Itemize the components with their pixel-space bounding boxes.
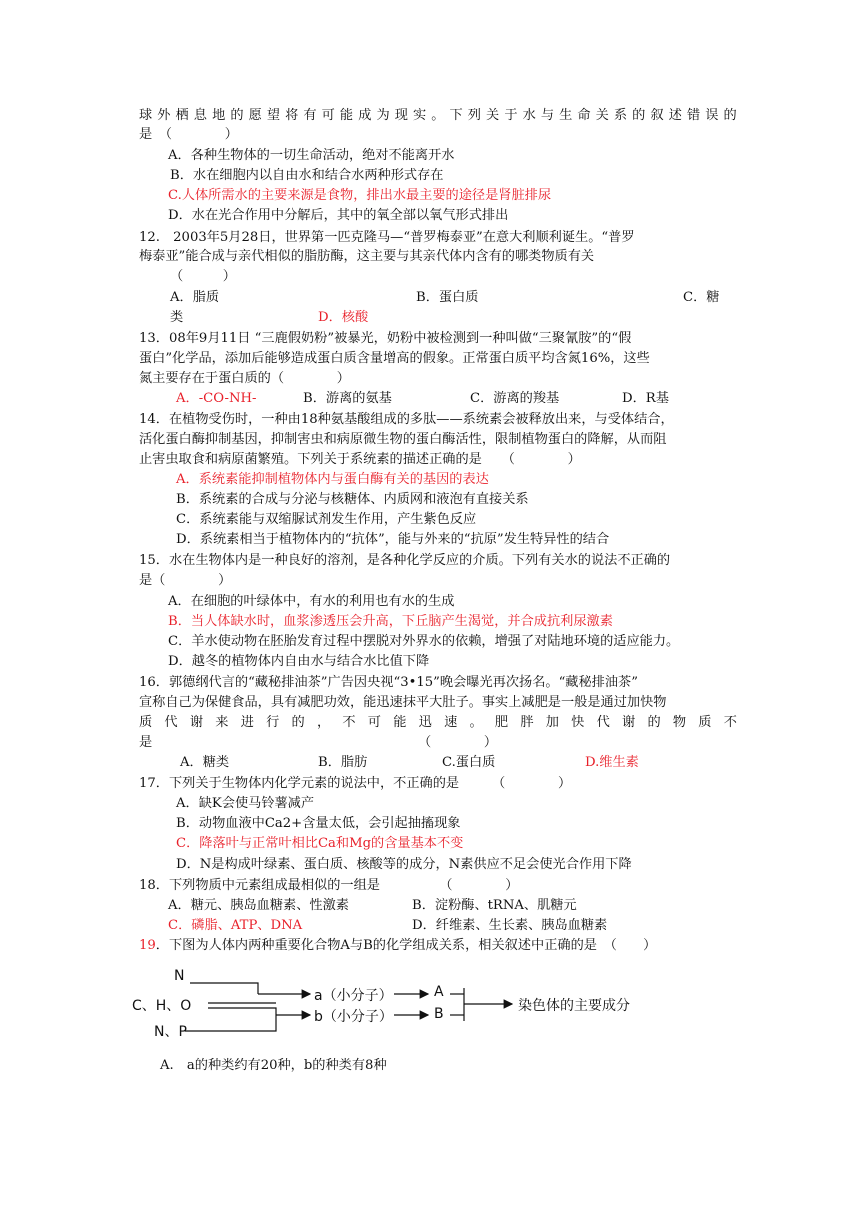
q17-option-d: D．N是构成叶绿素、蛋白质、核酸等的成分，N素供应不足会使光合作用下降 (176, 857, 632, 872)
q13-stem-line1: 13．08年9月11日 “三鹿假奶粉”被暴光，奶粉中被检测到一种叫做“三聚氰胺”的“假 (139, 331, 632, 346)
q13-option-b: B．游离的氨基 (303, 391, 392, 406)
q15-option-a: A．在细胞的叶绿体中，有水的利用也有水的生成 (168, 594, 455, 609)
q19-stem: 19．下图为人体内两种重要化合物A与B的化学组成关系，相关叙述中正确的是 （ ） (139, 938, 657, 953)
q18-stem: 18．下列物质中元素组成最相似的一组是 （ ） (139, 878, 519, 893)
q16-stem-line4: 是 (139, 735, 153, 750)
q13-option-d: D．R基 (622, 391, 669, 406)
q12-option-c: C．糖 (683, 290, 720, 305)
q11-option-d: D．水在光合作用中分解后，其中的氧全部以氧气形式排出 (168, 208, 509, 223)
element-np-label: N、P (154, 1024, 187, 1040)
q16-stem-line3: 质 代 谢 来 进 行 的 ， 不 可 能 迅 速 。 肥 胖 加 快 代 谢 的 物 质 不 (139, 715, 737, 730)
q11-stem-line2: 是 （ ） (139, 127, 238, 142)
q14-stem-line1: 14．在植物受伤时，一种由18种氨基酸组成的多肽——系统素会被释放出来，与受体结合， (139, 412, 674, 427)
small-molecule-a-label: a（小分子） (314, 988, 393, 1004)
q15-stem-line2: 是（ ） (139, 573, 232, 588)
q16-option-c: C.蛋白质 (442, 755, 496, 770)
element-n-label: N (174, 968, 185, 984)
compound-b-label: B (434, 1006, 444, 1022)
q14-option-c: C．系统素能与双缩脲试剂发生作用，产生紫色反应 (176, 512, 477, 527)
q15-option-d: D．越冬的植物体内自由水与结合水比值下降 (168, 654, 430, 669)
chromosome-component-label: 染色体的主要成分 (518, 998, 630, 1014)
q11-option-c-answer: C.人体所需水的主要来源是食物，排出水最主要的途径是肾脏排尿 (168, 188, 552, 203)
q11-stem-line1: 球 外 栖 息 地 的 愿 望 将 有 可 能 成 为 现 实 。 下 列 关 于 水 与 生 命 关 系 的 叙 述 错 误 的 (139, 108, 737, 123)
q18-option-c-answer: C．磷脂、ATP、DNA (168, 918, 303, 933)
q15-stem-line1: 15．水在生物体内是一种良好的溶剂，是各种化学反应的介质。下列有关水的说法不正确的 (139, 553, 671, 568)
q12-option-b: B．蛋白质 (416, 290, 479, 305)
q16-option-b: B．脂肪 (318, 755, 368, 770)
q12-stem-line3: （ ） (170, 269, 236, 284)
q14-option-d: D．系统素相当于植物体内的“抗体”，能与外来的“抗原”发生特异性的结合 (176, 532, 610, 547)
q17-option-a: A．缺K会使马铃薯减产 (176, 796, 315, 811)
q16-answer-bracket: （ ） (418, 735, 498, 750)
q14-option-a-answer: A．系统素能抑制植物体内与蛋白酶有关的基因的表达 (176, 472, 489, 487)
compound-a-label: A (434, 984, 444, 1000)
q18-option-b: B．淀粉酶、tRNA、肌糖元 (412, 898, 577, 913)
q11-option-b: B．水在细胞内以自由水和结合水两种形式存在 (170, 168, 444, 183)
q19-option-a: A. a的种类约有20种，b的种类有8种 (160, 1058, 387, 1073)
q11-option-a: A．各种生物体的一切生命活动，绝对不能离开水 (168, 148, 455, 163)
small-molecule-b-label: b（小分子） (314, 1009, 393, 1025)
q13-stem-line3: 氮主要存在于蛋白质的（ ） (139, 371, 350, 386)
q15-option-b-answer: B．当人体缺水时，血浆渗透压会升高，下丘脑产生渴觉，并合成抗利尿激素 (168, 614, 613, 629)
q14-stem-line3: 止害虫取食和病原菌繁殖。下列关于系统素的描述正确的是 （ ） (139, 452, 581, 467)
q12-option-d-answer: D．核酸 (318, 310, 369, 325)
q15-option-c: C．羊水使动物在胚胎发育过程中摆脱对外界水的依赖，增强了对陆地环境的适应能力。 (168, 634, 680, 649)
q13-option-a-answer: A．-CO-NH- (176, 391, 257, 406)
q16-option-d-answer: D.维生素 (585, 755, 639, 770)
q18-option-d: D．纤维素、生长素、胰岛血糖素 (412, 918, 608, 933)
q12-option-a: A．脂质 (170, 290, 220, 305)
q14-option-b: B．系统素的合成与分泌与核糖体、内质网和液泡有直接关系 (176, 492, 529, 507)
element-cho-label: C、H、O (132, 998, 192, 1014)
q13-option-c: C．游离的羧基 (470, 391, 560, 406)
q17-option-c-answer: C．降落叶与正常叶相比Ca和Mg的含量基本不变 (176, 836, 464, 851)
q16-option-a: A．糖类 (180, 755, 230, 770)
q18-option-a: A．糖元、胰岛血糖素、性激素 (168, 898, 349, 913)
q12-stem-line2: 梅泰亚”能合成与亲代相似的脂肪酶，这主要与其亲代体内含有的哪类物质有关 (139, 249, 595, 264)
q12-stem-line1: 12. 2003年5月28日，世界第一匹克隆马—“普罗梅泰亚”在意大利顺利诞生。“普罗 (139, 230, 635, 245)
q17-option-b: B．动物血液中Ca2+含量太低，会引起抽搐现象 (176, 816, 461, 831)
q14-stem-line2: 活化蛋白酶抑制基因，抑制害虫和病原微生物的蛋白酶活性，限制植物蛋白的降解，从而阻 (139, 432, 667, 447)
q16-stem-line2: 宣称自己为保健食品，具有减肥功效，能迅速抹平大肚子。事实上减肥是一般是通过加快物 (139, 695, 667, 710)
q19-number: 19 (139, 938, 156, 953)
compound-composition-diagram (130, 966, 650, 1048)
q17-stem: 17．下列关于生物体内化学元素的说法中，不正确的是 （ ） (139, 776, 572, 791)
q16-stem-line1: 16．郭德纲代言的“藏秘排油茶”广告因央视“3•15”晚会曝光再次扬名。“藏秘排油茶” (139, 675, 638, 690)
q12-option-c-cont: 类 (170, 310, 184, 325)
q13-stem-line2: 蛋白”化学品，添加后能够造成蛋白质含量增高的假象。正常蛋白质平均含氮16%，这些 (139, 351, 650, 366)
